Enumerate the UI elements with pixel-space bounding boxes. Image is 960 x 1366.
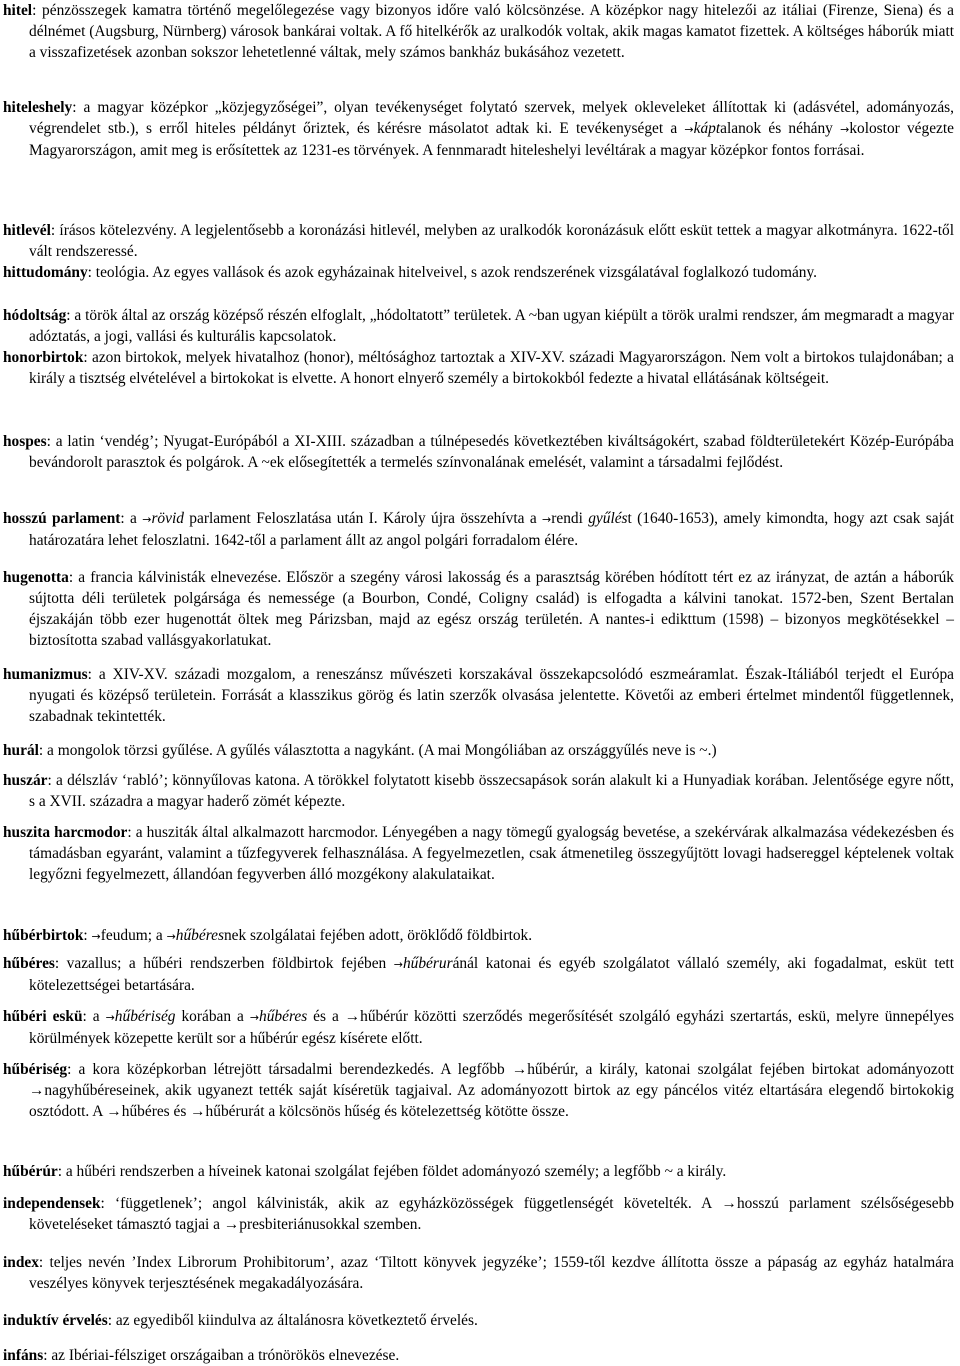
glossary-entry — [3, 220, 954, 262]
cross-reference-term: hűbéres — [259, 1008, 308, 1025]
glossary-entry — [3, 1252, 954, 1294]
entry-term: hitlevél — [3, 222, 51, 239]
glossary-entry — [3, 770, 954, 812]
cross-reference-arrow-icon: → — [684, 123, 694, 136]
glossary-entry — [3, 740, 954, 761]
cross-reference-arrow-icon: → — [542, 513, 552, 526]
entry-term: hurál — [3, 742, 39, 759]
glossary-entry — [3, 1059, 954, 1122]
cross-reference-arrow-icon: → — [166, 930, 176, 943]
glossary-entry — [3, 431, 954, 473]
entry-definition-text: feudum; a — [100, 927, 167, 944]
entry-definition-text: : a francia kálvinisták elnevezése. Először a szegény városi lakosság és a parasztság körében hódított tért ez az irányzat, de aztán a háborúk sújtotta déli területek polgársága és nemessége (a Bourbon, Condé, Coligny család) is elfogadta a kálvini tanokat. 1572-ben, Szent Bertalan éjszakáján több ezer hugenottát öltek meg Párizsban, majd az egész ország területén. A nantes-i edikttum (1598) – bizonyos megkötésekkel – biztosította szabad vallásgyakorlatukat. — [29, 569, 954, 649]
entry-definition-text: : a XIV-XV. századi mozgalom, a reneszánsz művészeti korszakával összekapcsolódó eszmeáramlat. Észak-Itáliából terjedt el Európa nyugati és középső területein. Forrását a klasszikus görög és latin szerzők olvasása jelentette. Követői az emberi értelmet mindentől függetlennek, szabadnak tekintették. — [29, 666, 954, 725]
entry-definition-text: korában a — [175, 1008, 250, 1025]
entry-term: independensek — [3, 1195, 101, 1212]
entry-definition-text: alanok és néhány — [720, 120, 841, 137]
glossary-entry — [3, 953, 954, 996]
entry-term: huszita harcmodor — [3, 824, 128, 841]
entry-term: hűbéri eskü — [3, 1008, 83, 1025]
entry-term: hódoltság — [3, 307, 67, 324]
cross-reference-term: hűbéres — [175, 927, 224, 944]
glossary-entry — [3, 925, 954, 947]
entry-definition-text: t (1640-1653), amely kimondta, hogy azt csak saját határozatára lehet feloszlatni. 1642-től a parlament állt az angol polgári forradalom élére. — [29, 510, 954, 549]
entry-term: huszár — [3, 772, 48, 789]
entry-term: hűbérúr — [3, 1163, 58, 1180]
entry-definition-text: : a hűbéri rendszerben a híveinek katonai szolgálat fejében földet adományozó személy; a legfőbb ~ a király. — [57, 1163, 727, 1180]
entry-definition-text: : a kora középkorban létrejött társadalmi berendezkedés. A legfőbb →hűbérúr, a király, katonai szolgálat fejében birtokat adományozott →nagyhűbéreseinek, akik ugyanezt tették saját kíséretük tagjaival. Az adományozott birtok az egy páncélos vitéz eltartására elegendő birtokokig osztódott. A →hűbéres és →hűbérurát a kölcsönös hűség és kötelezettség kötötte össze. — [29, 1061, 954, 1120]
entry-definition-text: és a →hűbérúr közötti szerződés megerősítését szolgáló egyházi szertartás, eskü, melyre ünnepélyes körülmények közepette került sor a hűbérúr egész kísérete előtt. — [29, 1008, 954, 1047]
glossary-entry — [3, 262, 954, 283]
entry-definition-text: : azon birtokok, melyek hivatalhoz (honor), méltósághoz tartoztak a XIV-XV. századi Magyarországon. Nem volt a birtokos tulajdonában; a király a tisztség elvételével a birtokokat is elvette. A honort elnyerő személy a birtokokból fedezte a hivatal ellátásának költségeit. — [29, 349, 954, 387]
entry-definition-text: : a — [82, 1008, 106, 1025]
glossary-entry — [3, 305, 954, 347]
glossary-entry — [3, 1310, 954, 1331]
entry-term: induktív érvelés — [3, 1312, 108, 1329]
cross-reference-arrow-icon: → — [249, 1011, 260, 1024]
cross-reference-term: gyűlés — [588, 510, 628, 527]
glossary-entry — [3, 0, 954, 63]
entry-definition-text: : pénzösszegek kamatra történő megelőlegezése vagy bizonyos időre való kölcsönzése. A középkor nagy hitelezői az itáliai (Firenze, Siena) és a délnémet (Augsburg, Nürnberg) városok bankárai voltak. A fő hitelkérők az uralkodók voltak, akik magas kamatot fizettek. A költséges háborúk miatt a visszafizetések azonban sokszor lehetetlenné váltak, mely számos bankház bukásához vezetett. — [29, 2, 954, 61]
glossary-entry — [3, 1193, 954, 1235]
cross-reference-term: rövid — [151, 510, 190, 527]
entry-term: hiteleshely — [3, 99, 73, 116]
entry-term: hospes — [3, 433, 47, 450]
cross-reference-arrow-icon: → — [393, 958, 403, 971]
entry-term: hűbéres — [3, 955, 55, 972]
cross-reference-arrow-icon: → — [142, 513, 152, 526]
entry-definition-text: rendi — [551, 510, 589, 527]
entry-term: hűbérbirtok — [3, 927, 84, 944]
entry-definition-text: : a mongolok törzsi gyűlése. A gyűlés választotta a nagykánt. (A mai Mongóliában az országgyűlés neve is ~.) — [38, 742, 717, 759]
entry-definition-text: : az Ibériai-félsziget országaiban a trónörökös elnevezése. — [43, 1347, 400, 1364]
entry-term: hugenotta — [3, 569, 69, 586]
glossary-entry — [3, 822, 954, 885]
entry-definition-text: ánál katonai és egyéb szolgálatot vállaló személy, aki fogadalmat, esküt tett kötelezettségei betartására. — [29, 955, 954, 994]
entry-definition-text: : a husziták által alkalmazott harcmodor. Lényegében a nagy tömegű gyalogság bevetése, a szekérvárak alkalmazása védekezésben és támadásban egyaránt, valamint a tűzfegyverek felhasználása. A fegyelmezetlen, csak átmenetileg összegyűjtött lovagi hadsereggel képtelenek voltak legyőzni fegyelmezett, állandóan fegyverben álló mozgékony alakulataikat. — [29, 824, 955, 883]
glossary-entry — [3, 1345, 954, 1366]
entry-definition-text: : a délszláv ‘rabló’; könnyűlovas katona. A törökkel folytatott kisebb összecsapások során alakult ki a Hunyadiak korában. Jelentősége egyre nőtt, s a XVII. századra a magyar haderő zömét képezte. — [29, 772, 954, 810]
entry-term: hitel — [3, 2, 33, 19]
entry-term: honorbirtok — [3, 349, 84, 366]
entry-definition-text: kolostor végezte Magyarországon, amit meg is erősítettek az 1231-es törvények. A fennmaradt hiteleshelyi levéltárak a magyar középkor fontos forrásai. — [29, 120, 954, 159]
cross-reference-term: kápt — [693, 120, 721, 137]
glossary-entry — [3, 567, 954, 651]
entry-term: hűbériség — [3, 1061, 68, 1078]
entry-definition-text: : teológia. Az egyes vallások és azok egyházainak hitelveivel, s azok rendszerének vizsgálatával foglalkozó tudomány. — [87, 264, 818, 281]
glossary-entry — [3, 508, 954, 551]
cross-reference-term: hűbériség — [114, 1008, 176, 1025]
entry-term: index — [3, 1254, 39, 1271]
entry-definition-text: : teljes nevén ’Index Librorum Prohibitorum’, azaz ‘Tiltott könyvek jegyzéke’; 1559-től kezdve állította össze a pápaság az egyház hatalmára veszélyes könyvek terjesztésének megakadályozására. — [29, 1254, 954, 1292]
entry-term: humanizmus — [3, 666, 88, 683]
glossary-entry — [3, 347, 954, 389]
entry-definition-text: : a török által az ország középső részén elfoglalt, „hódoltatott” területek. A ~ban ugyan kiépült a török uralmi rendszer, ám megmaradt a magyar adóztatás, a jogi, vallási és kulturális kapcsolatok. — [29, 307, 954, 345]
cross-reference-arrow-icon: → — [91, 930, 101, 943]
entry-definition-text: : a magyar középkor „közjegyzőségei”, olyan tevékenységet folytató szervek, melyek okleveleket állítottak ki (adásvétel, adományozás, végrendelet stb.), s erről hiteles példányt őriztek, és kérésre másolatot adtak ki. E tevékenységet a — [29, 99, 954, 137]
cross-reference-arrow-icon: → — [105, 1011, 115, 1024]
entry-term: hittudomány — [3, 264, 88, 281]
cross-reference-arrow-icon: → — [840, 123, 850, 136]
glossary-entry — [3, 97, 954, 161]
entry-definition-text: : — [83, 927, 92, 944]
entry-definition-text: : ‘függetlenek’; angol kálvinisták, akik az egyházközösségek függetlenségét követelték. A →hosszú parlament szélsőségesebb követeléseket támasztó tagjai a →presbiteriánusokkal szemben. — [29, 1195, 954, 1233]
entry-definition-text: : írásos kötelezvény. A legjelentősebb a koronázási hitlevél, melyben az uralkodók koronázásuk előtt esküt tettek a magyar alkotmányra. 1622-től vált rendszeressé. — [29, 222, 954, 260]
entry-definition-text: : vazallus; a hűbéri rendszerben földbirtok fejében — [54, 955, 394, 972]
entry-definition-text: : a — [120, 510, 143, 527]
entry-term: hosszú parlament — [3, 510, 121, 527]
entry-definition-text: : a latin ‘vendég’; Nyugat-Európából a XI-XIII. században a túlnépesedés következtében kiváltságokért, szabad földterületekért Közép-Európába bevándorolt parasztok és polgárok. A ~ek elősegítették a termelés színvonalának emelését, valamint a társadalmi fejlődést. — [29, 433, 954, 471]
cross-reference-term: hűbérur — [402, 955, 453, 972]
entry-definition-text: nek szolgálatai fejében adott, öröklődő földbirtok. — [223, 927, 533, 944]
glossary-entry — [3, 1161, 954, 1182]
glossary-entry — [3, 664, 954, 727]
entry-definition-text: : az egyediből kiindulva az általánosra következtető érvelés. — [107, 1312, 478, 1329]
glossary-entry — [3, 1006, 954, 1049]
entry-definition-text: parlament Feloszlatása után I. Károly újra összehívta a — [189, 510, 543, 527]
entry-term: infáns — [3, 1347, 44, 1364]
